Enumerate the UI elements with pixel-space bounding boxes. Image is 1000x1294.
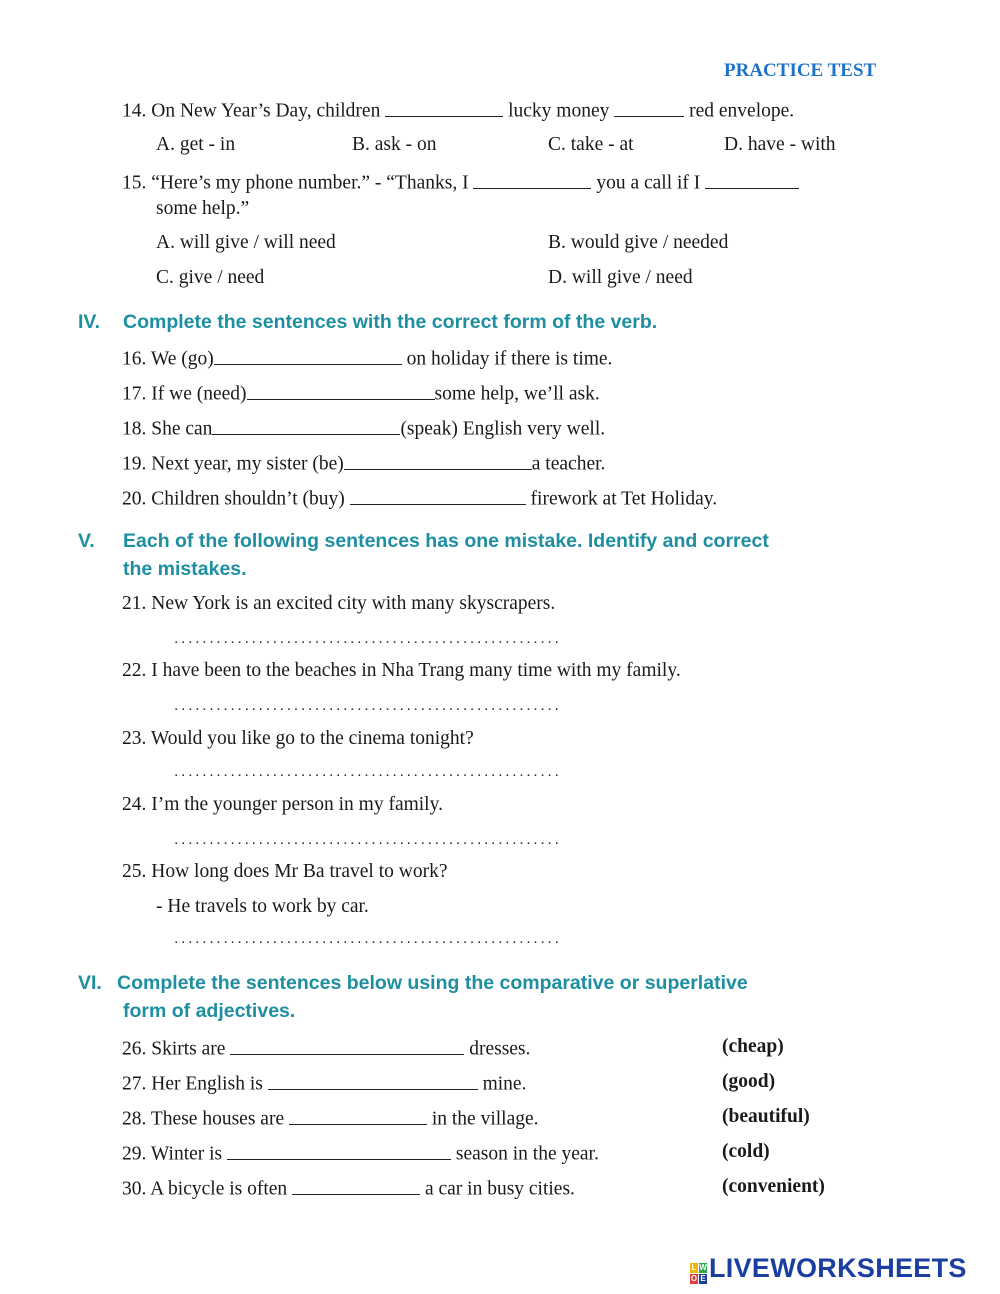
answer-line[interactable]: ....................................................... <box>174 763 562 780</box>
question-text: red envelope. <box>689 100 795 122</box>
question-text: 17. If we (need) <box>122 383 247 405</box>
answer-blank[interactable] <box>268 1071 478 1090</box>
question-text: some help.” <box>156 198 250 219</box>
question-text: a car in busy cities. <box>424 1178 575 1200</box>
question-text: some help, we’ll ask. <box>434 383 600 405</box>
question-15 <box>122 170 799 195</box>
section-5-title-cont: the mistakes. <box>123 558 247 580</box>
question-30 <box>122 1176 575 1201</box>
answer-line[interactable]: ....................................................... <box>174 930 562 947</box>
logo-text: LIVEWORKSHEETS <box>709 1253 967 1283</box>
question-text: 26. Skirts are <box>122 1038 226 1060</box>
answer-line[interactable]: ....................................................... <box>174 630 562 647</box>
question-26 <box>122 1036 530 1061</box>
question-text: firework at Tet Holiday. <box>530 488 718 510</box>
question-27 <box>122 1071 526 1096</box>
adjective-hint: (convenient) <box>722 1176 825 1197</box>
answer-line[interactable]: ....................................................... <box>174 831 562 848</box>
section-numeral: IV. <box>78 311 101 333</box>
answer-blank[interactable] <box>350 486 526 505</box>
question-text: 20. Children shouldn’t (buy) <box>122 488 345 510</box>
question-28 <box>122 1106 539 1131</box>
section-4-heading <box>78 311 100 334</box>
answer-line[interactable]: ....................................................... <box>174 697 562 714</box>
question-20 <box>122 486 717 511</box>
question-23: 23. Would you like go to the cinema tonight? <box>122 728 474 749</box>
question-17 <box>122 381 600 406</box>
question-18 <box>122 416 605 441</box>
question-text: 19. Next year, my sister (be) <box>122 453 344 475</box>
answer-blank[interactable] <box>473 170 591 189</box>
section-5-title: Each of the following sentences has one mistake. Identify and correct <box>123 530 769 552</box>
option-c[interactable]: C. give / need <box>156 267 265 288</box>
logo-tile: O <box>690 1273 698 1283</box>
answer-blank[interactable] <box>292 1176 420 1195</box>
adjective-hint: (good) <box>722 1071 776 1092</box>
question-text: (speak) English very well. <box>400 418 606 440</box>
question-text: on holiday if there is time. <box>406 348 613 370</box>
adjective-hint: (cheap) <box>722 1036 784 1057</box>
answer-blank[interactable] <box>614 98 684 117</box>
question-text: a teacher. <box>531 453 606 475</box>
question-text: in the village. <box>431 1108 539 1130</box>
question-21: 21. New York is an excited city with many skyscrapers. <box>122 593 556 614</box>
answer-blank[interactable] <box>705 170 799 189</box>
question-25-answer: - He travels to work by car. <box>156 896 369 917</box>
logo-tile: L <box>691 1262 697 1272</box>
question-text: 30. A bicycle is often <box>122 1178 288 1200</box>
question-text: 28. These houses are <box>122 1108 285 1130</box>
question-22: 22. I have been to the beaches in Nha Trang many time with my family. <box>122 660 681 681</box>
answer-blank[interactable] <box>344 451 532 470</box>
question-text: season in the year. <box>455 1143 599 1165</box>
section-5-numeral: V. <box>78 530 95 552</box>
option-b[interactable]: B. ask - on <box>352 134 437 155</box>
question-text: you a call if I <box>596 172 701 194</box>
answer-blank[interactable] <box>227 1141 451 1160</box>
section-6-title: Complete the sentences below using the comparative or superlative <box>117 972 748 994</box>
question-text: dresses. <box>469 1038 531 1060</box>
section-6-title-cont: form of adjectives. <box>123 1000 296 1022</box>
answer-blank[interactable] <box>230 1036 464 1055</box>
question-text: mine. <box>482 1073 527 1095</box>
question-14 <box>122 98 794 123</box>
option-b[interactable]: B. would give / needed <box>548 232 729 253</box>
answer-blank[interactable] <box>289 1106 427 1125</box>
question-29 <box>122 1141 599 1166</box>
question-text: 16. We (go) <box>122 348 214 370</box>
logo-icon <box>690 1263 707 1284</box>
question-16 <box>122 346 612 371</box>
logo-tile: W <box>699 1262 707 1272</box>
answer-blank[interactable] <box>385 98 503 117</box>
section-6-numeral: VI. <box>78 972 102 994</box>
page-title: PRACTICE TEST <box>724 60 877 81</box>
answer-blank[interactable] <box>214 346 402 365</box>
section-4-title: Complete the sentences with the correct form of the verb. <box>123 311 658 333</box>
question-text: 18. She can <box>122 418 213 440</box>
question-text: 15. “Here’s my phone number.” - “Thanks, I <box>122 172 469 194</box>
adjective-hint: (beautiful) <box>722 1106 810 1127</box>
question-text: 27. Her English is <box>122 1073 263 1095</box>
logo-tile: E <box>700 1273 706 1283</box>
question-text: 14. On New Year’s Day, children <box>122 100 381 122</box>
option-d[interactable]: D. will give / need <box>548 267 693 288</box>
answer-blank[interactable] <box>247 381 435 400</box>
answer-blank[interactable] <box>212 416 400 435</box>
question-text: 29. Winter is <box>122 1143 223 1165</box>
option-a[interactable]: A. get - in <box>156 134 236 155</box>
liveworksheets-logo <box>690 1253 967 1284</box>
option-d[interactable]: D. have - with <box>724 134 836 155</box>
question-24: 24. I’m the younger person in my family. <box>122 794 443 815</box>
adjective-hint: (cold) <box>722 1141 770 1162</box>
option-a[interactable]: A. will give / will need <box>156 232 336 253</box>
question-25: 25. How long does Mr Ba travel to work? <box>122 861 448 882</box>
question-text: lucky money <box>508 100 610 122</box>
option-c[interactable]: C. take - at <box>548 134 634 155</box>
question-19 <box>122 451 605 476</box>
